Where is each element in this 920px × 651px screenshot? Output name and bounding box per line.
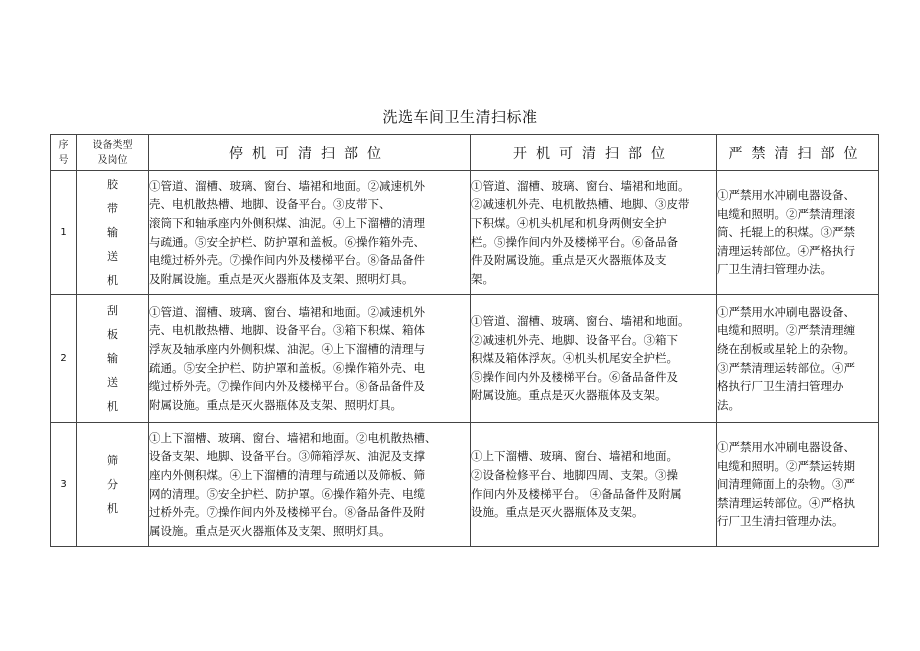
run-clean-text-line: 下积煤。④机头机尾和机身两侧安全护	[471, 215, 667, 230]
forbidden-text-line: 法。	[717, 397, 740, 412]
document-title: 洗选车间卫生清扫标准	[382, 108, 538, 126]
forbidden-text-line: ①严禁用水冲刷电器设备、	[717, 188, 855, 203]
equipment-char: 带	[107, 201, 118, 215]
stop-clean-text-line: 疏通。⑤安全护栏、防护罩和盖板。⑥操作箱外壳、电	[149, 360, 425, 375]
run-clean-text-line: ①上下溜槽、玻璃、窗台、墙裙和地面。	[471, 449, 678, 464]
forbidden-text-line: 行厂卫生清扫管理办法。	[717, 514, 844, 529]
run-clean-text	[471, 295, 717, 423]
stop-clean-text-line: 附属设施。重点是灭火器瓶体及支架、照明灯具。	[149, 397, 402, 412]
run-clean-text-line: ②减速机外壳、电机散热槽、地脚、③皮带	[471, 197, 690, 212]
forbidden-text-line: 电缆和照明。②严禁运转期	[717, 458, 855, 473]
run-clean-text-line: 架。	[471, 271, 494, 286]
equipment-char: 胶	[107, 177, 118, 191]
stop-clean-text-line: 过桥外壳。⑦操作间内外及楼梯平台。⑧备品备件及附	[149, 505, 425, 520]
forbidden-text-line: 清理运转部位。④严格执行	[717, 243, 855, 258]
table-row	[51, 171, 879, 295]
header-equipment-line: 设备类型	[92, 139, 133, 151]
run-clean-text-line: 件及附属设施。重点是灭火器瓶体及支	[471, 253, 667, 268]
stop-clean-text-line: 网的清理。⑤安全护栏、防护罩。⑥操作箱外壳、电缆	[149, 486, 425, 501]
stop-clean-text-line: ①上下溜槽、玻璃、窗台、墙裙和地面。②电机散热槽、	[149, 430, 437, 445]
equipment-char: 送	[107, 375, 118, 389]
run-clean-text-line: ②设备检修平台、地脚四周、支架。③操	[471, 467, 678, 482]
equipment-char: 机	[107, 399, 118, 413]
stop-clean-text-line: 缆过桥外壳。⑦操作间内外及楼梯平台。⑧备品备件及	[149, 379, 425, 394]
stop-clean-text-line: ①管道、溜槽、玻璃、窗台、墙裙和地面。②减速机外	[149, 178, 425, 193]
cleaning-standard-table	[50, 134, 879, 547]
forbidden-text-line: ①严禁用水冲刷电器设备、	[717, 304, 855, 319]
header-seq-line: 号	[58, 154, 69, 166]
equipment-char: 机	[107, 501, 118, 515]
forbidden-text-line: ①严禁用水冲刷电器设备、	[717, 440, 855, 455]
stop-clean-text	[149, 295, 471, 423]
header-row	[51, 135, 879, 171]
stop-clean-text-line: 壳、电机散热槽、地脚、设备平台。③箱下积煤、箱体	[149, 323, 425, 338]
equipment-char: 刮	[107, 303, 118, 317]
header-seq-line: 序	[58, 139, 69, 151]
forbidden-text-line: 禁清理运转部位。④严格执	[717, 495, 855, 510]
forbidden-text	[717, 171, 879, 295]
header-run-clean: 开机可清扫部位	[471, 135, 717, 171]
run-clean-text-line: ①管道、溜槽、玻璃、窗台、墙裙和地面。	[471, 178, 690, 193]
equipment-char: 输	[107, 225, 118, 239]
run-clean-text-line: 积煤及箱体浮灰。④机头机尾安全护栏。	[471, 351, 678, 366]
run-clean-text-line: ②减速机外壳、地脚、设备平台。③箱下	[471, 332, 678, 347]
run-clean-text-line: 设施。重点是灭火器瓶体及支架。	[471, 505, 644, 520]
run-clean-text	[471, 171, 717, 295]
run-clean-text-line: 栏。⑤操作间内外及楼梯平台。⑥备品备	[471, 234, 678, 249]
run-clean-text-line: ①管道、溜槽、玻璃、窗台、墙裙和地面。	[471, 314, 690, 329]
stop-clean-text-line: 及附属设施。重点是灭火器瓶体及支架、照明灯具。	[149, 271, 414, 286]
row-number: 1	[51, 171, 77, 295]
run-clean-text-line: 附属设施。重点是灭火器瓶体及支架。	[471, 388, 667, 403]
stop-clean-text-line: 滚筒下和轴承座内外侧积煤、油泥。④上下溜槽的清理	[149, 215, 425, 230]
row-number: 3	[51, 423, 77, 547]
forbidden-text-line: 电缆和照明。②严禁清理缠	[717, 323, 855, 338]
table-row	[51, 423, 879, 547]
equipment-char: 筛	[107, 453, 118, 467]
equipment-name	[77, 171, 149, 295]
forbidden-text-line: 电缆和照明。②严禁清理滚	[717, 206, 855, 221]
header-equipment	[77, 135, 149, 171]
stop-clean-text-line: 壳、电机散热槽、地脚、设备平台。③皮带下、	[149, 197, 391, 212]
equipment-char: 板	[107, 327, 118, 341]
table-row	[51, 295, 879, 423]
header-equipment-line: 及岗位	[97, 154, 128, 166]
stop-clean-text-line: 设备支架、地脚、设备平台。③筛箱浮灰、油泥及支撑	[149, 449, 425, 464]
stop-clean-text	[149, 171, 471, 295]
stop-clean-text-line: 电缆过桥外壳。⑦操作间内外及楼梯平台。⑧备品备件	[149, 253, 425, 268]
header-seq	[51, 135, 77, 171]
stop-clean-text	[149, 423, 471, 547]
equipment-char: 送	[107, 249, 118, 263]
stop-clean-text-line: 浮灰及轴承座内外侧积煤、油泥。④上下溜槽的清理与	[149, 341, 425, 356]
header-forbidden: 严禁清扫部位	[717, 135, 879, 171]
forbidden-text-line: 厂卫生清扫管理办法。	[717, 262, 832, 277]
equipment-char: 输	[107, 351, 118, 365]
stop-clean-text-line: ①管道、溜槽、玻璃、窗台、墙裙和地面。②减速机外	[149, 304, 425, 319]
stop-clean-text-line: 座内外侧积煤。④上下溜槽的清理与疏通以及筛板、筛	[149, 467, 425, 482]
stop-clean-text-line: 属设施。重点是灭火器瓶体及支架、照明灯具。	[149, 523, 391, 538]
equipment-char: 机	[107, 273, 118, 287]
equipment-name	[77, 423, 149, 547]
forbidden-text-line: 间清理筛面上的杂物。③严	[717, 477, 855, 492]
forbidden-text-line: 绕在刮板或星轮上的杂物。	[717, 341, 855, 356]
run-clean-text	[471, 423, 717, 547]
row-number: 2	[51, 295, 77, 423]
run-clean-text-line: 作间内外及楼梯平台。 ④备品备件及附属	[471, 486, 682, 501]
forbidden-text	[717, 295, 879, 423]
forbidden-text-line: 格执行厂卫生清扫管理办	[717, 379, 844, 394]
run-clean-text-line: ⑤操作间内外及楼梯平台。⑥备品备件及	[471, 369, 678, 384]
header-stop-clean: 停机可清扫部位	[149, 135, 471, 171]
equipment-name	[77, 295, 149, 423]
stop-clean-text-line: 与疏通。⑤安全护栏、防护罩和盖板。⑥操作箱外壳、	[149, 234, 425, 249]
forbidden-text	[717, 423, 879, 547]
forbidden-text-line: ③严禁清理运转部位。④严	[717, 360, 855, 375]
equipment-char: 分	[107, 477, 118, 491]
forbidden-text-line: 筒、托辊上的积煤。③严禁	[717, 225, 855, 240]
